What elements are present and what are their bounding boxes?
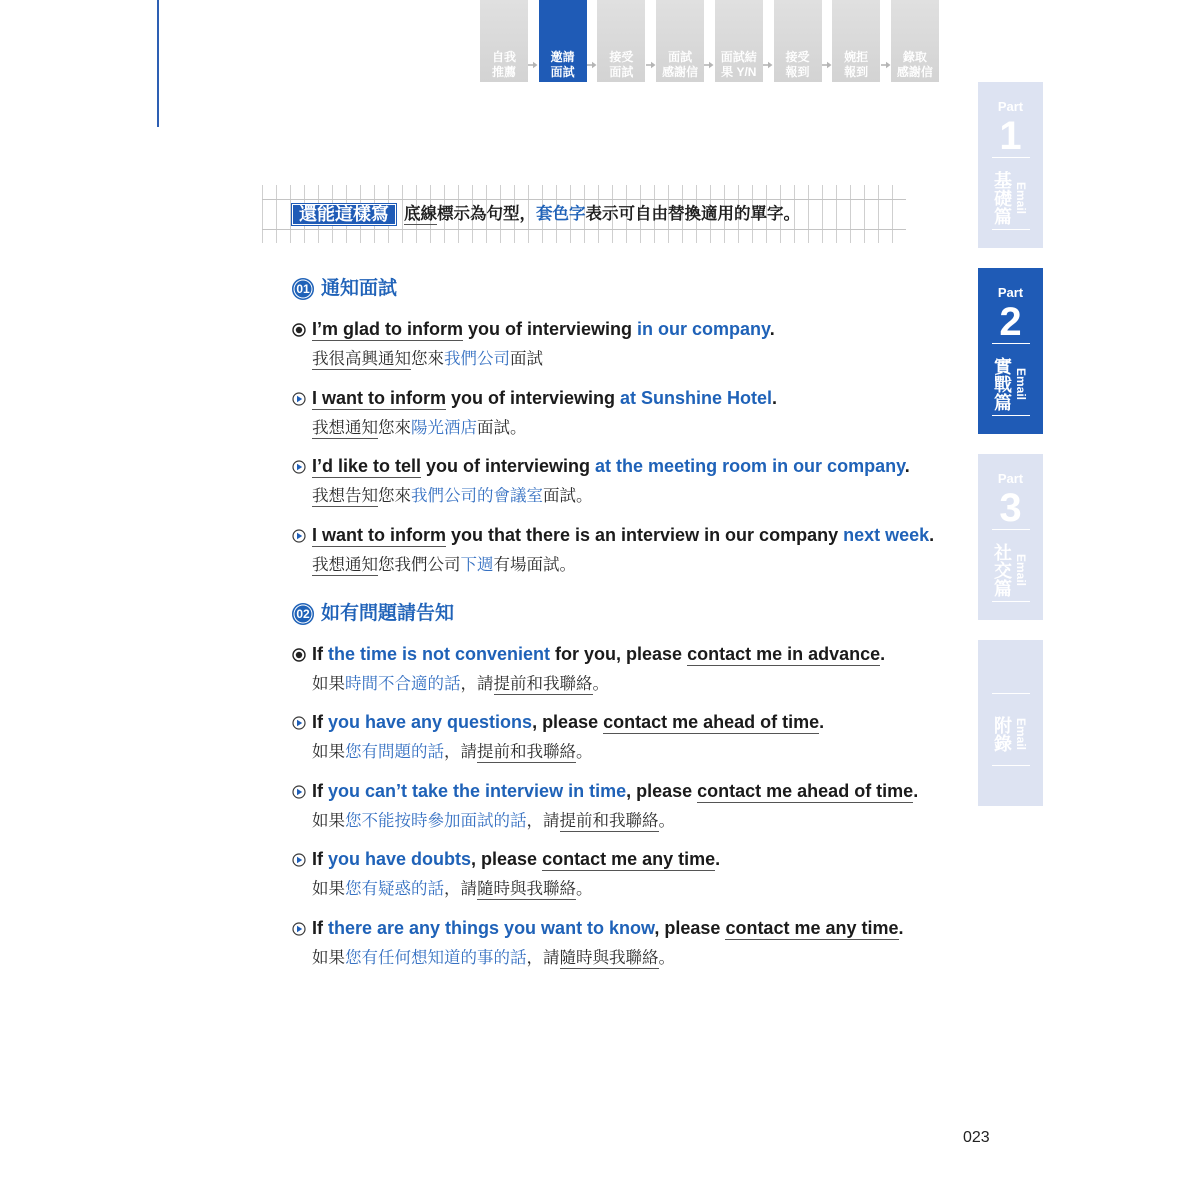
sentence-text: 如果 (312, 948, 345, 967)
part-label: Part (997, 99, 1024, 114)
sentence-text: . (913, 780, 919, 801)
english-sentence (292, 913, 972, 943)
play-circle-icon (292, 716, 306, 730)
arrow-right-icon (587, 61, 598, 69)
sentence-pattern: 我想告知 (312, 487, 378, 505)
sentence-pattern: I’d like to tell (312, 456, 422, 476)
part-title: 附錄 (992, 716, 1012, 752)
sentence-text: you of interviewing (421, 456, 596, 476)
sentence-text: , please (626, 780, 698, 801)
sentence-pattern: 我想通知 (312, 555, 378, 574)
chinese-translation (292, 874, 972, 904)
section (292, 274, 972, 580)
sentence-text: . (715, 849, 721, 869)
arrow-right-icon (528, 61, 539, 69)
english-sentence (292, 707, 972, 737)
step-tab-label: 錄取 (902, 50, 927, 64)
part-title: 實戰篇 (992, 357, 1012, 411)
sentence-text: . (904, 456, 910, 476)
sentence-pattern: I’m glad to inform (312, 319, 463, 339)
sentence-text: 。 (658, 811, 675, 830)
sentence-text: . (898, 917, 904, 938)
sentence-text: . (819, 712, 825, 732)
sentence-text: ，請 (526, 811, 560, 830)
sentence-text: 有場面試。 (493, 555, 576, 574)
sentence-text: . (772, 387, 778, 408)
sentence-text: . (880, 643, 886, 664)
phrase-content (292, 274, 972, 992)
step-tab-label: 感謝信 (896, 65, 933, 79)
sentence-pattern: contact me ahead of time (603, 712, 820, 732)
replaceable-words: 我們公司 (444, 350, 510, 368)
list-item (292, 639, 972, 699)
play-circle-icon (292, 785, 306, 799)
list-item (292, 913, 972, 973)
sentence-text: ，請 (444, 880, 477, 898)
step-tab (774, 0, 822, 82)
sentence-text: you that there is an interview in our company (446, 524, 844, 545)
replaceable-words: 時間不合適的話 (345, 674, 461, 693)
english-sentence (292, 844, 972, 874)
arrow-right-icon (763, 61, 774, 69)
sentence-pattern: 提前和我聯絡 (559, 811, 659, 830)
step-tab-label: 邀請 (550, 50, 575, 64)
sentence-text: If (312, 780, 328, 801)
sentence-text: 面試。 (477, 418, 527, 437)
part-subtitle: Email (1014, 553, 1028, 586)
radio-dot-icon (292, 648, 306, 662)
chinese-translation (292, 550, 972, 580)
sentence-text: 您來 (411, 350, 444, 368)
grid-line (262, 199, 906, 200)
replaceable-words: there are any things you want to know (328, 917, 655, 938)
section-number-badge: 01 (292, 278, 314, 300)
replaceable-words: the time is not convenient (328, 643, 551, 664)
radio-dot-icon (292, 323, 306, 337)
replaceable-words: at the meeting room in our company (595, 456, 905, 476)
margin-rule-line (157, 0, 159, 127)
step-tab (480, 0, 528, 82)
arrow-right-icon (645, 61, 656, 69)
sentence-text: 您我們公司 (378, 555, 461, 574)
replaceable-words: 您有問題的話 (345, 743, 444, 761)
replaceable-words: 下週 (460, 555, 494, 574)
section-heading (292, 274, 972, 304)
sentence-pattern: I want to inform (312, 524, 446, 545)
sentence-pattern: contact me ahead of time (697, 780, 914, 801)
sentence-text: ，請 (444, 743, 477, 761)
step-tab (539, 0, 587, 82)
sentence-text: 如果 (312, 743, 345, 761)
sentence-pattern: 底線 (404, 205, 437, 223)
replaceable-words: 您有疑惑的話 (345, 880, 444, 898)
replaceable-words: you have any questions (328, 712, 533, 732)
play-circle-icon (292, 529, 306, 543)
part-tab (978, 454, 1043, 620)
sentence-text: If (312, 712, 328, 732)
section-number-badge: 02 (292, 603, 314, 625)
play-circle-icon (292, 460, 306, 474)
step-tab-label: 推薦 (491, 65, 516, 79)
part-title-block (992, 693, 1030, 766)
replaceable-words: 陽光酒店 (411, 418, 477, 437)
play-circle-icon (292, 392, 306, 406)
list-item (292, 383, 972, 443)
step-tab-label: 面試結 (720, 50, 757, 64)
sentence-pattern: contact me any time (725, 917, 899, 938)
replaceable-words: 您有任何想知道的事的話 (345, 948, 527, 967)
step-tab-label: 感謝信 (662, 65, 699, 79)
sentence-text: If (312, 643, 328, 664)
part-tab (978, 268, 1043, 434)
replaceable-words: 套色字 (536, 205, 586, 223)
step-tab (832, 0, 880, 82)
sentence-pattern: 我想通知 (312, 418, 378, 437)
sentence-text: 表示可自由替換適用的單字。 (585, 205, 800, 223)
step-tab-label: 接受 (609, 50, 634, 64)
sentence-text: 。 (576, 880, 593, 898)
sentence-text: , please (654, 917, 726, 938)
step-tab (891, 0, 939, 82)
list-item (292, 314, 972, 374)
chinese-translation (292, 737, 972, 767)
list-item (292, 776, 972, 836)
sentence-text: 。 (592, 674, 609, 693)
step-tab (656, 0, 704, 82)
step-tab-label: 面試 (550, 65, 575, 79)
sentence-text: 您來 (378, 487, 411, 505)
chinese-translation (292, 344, 972, 374)
step-tab-label: 接受 (785, 50, 810, 64)
step-tab-label: 自我 (491, 50, 516, 64)
replaceable-words: 您不能按時參加面試的話 (345, 811, 527, 830)
replaceable-words: next week (843, 524, 930, 545)
sentence-text: 。 (576, 743, 593, 761)
tip-grid-box (262, 185, 906, 243)
step-tab-label: 報到 (785, 65, 810, 79)
sentence-pattern: 我很高興通知 (312, 350, 411, 368)
list-item (292, 520, 972, 580)
english-sentence (292, 451, 972, 481)
sentence-text: you of interviewing (463, 319, 638, 339)
page-number: 023 (963, 1129, 990, 1146)
sentence-pattern: 提前和我聯絡 (493, 674, 593, 693)
part-title-block (992, 343, 1030, 416)
section-title: 通知面試 (321, 278, 398, 299)
english-sentence (292, 639, 972, 669)
sentence-text: ，請 (526, 948, 560, 967)
part-subtitle: Email (1014, 367, 1028, 400)
replaceable-words: you can’t take the interview in time (328, 780, 627, 801)
section-heading (292, 599, 972, 629)
sentence-text: 如果 (312, 811, 345, 830)
step-tab (597, 0, 645, 82)
play-circle-icon (292, 853, 306, 867)
sentence-text: , please (471, 849, 543, 869)
sentence-pattern: 隨時與我聯絡 (477, 880, 576, 898)
step-tab-label: 果 Y/N (721, 65, 757, 79)
replaceable-words: in our company (637, 319, 770, 339)
chinese-translation (292, 943, 972, 973)
replaceable-words: 我們公司的會議室 (411, 487, 543, 505)
part-label: Part (997, 285, 1024, 300)
sentence-pattern: I want to inform (312, 387, 446, 408)
tip-badge: 還能這樣寫 (291, 203, 397, 226)
arrow-right-icon (704, 61, 715, 69)
part-number: 1 (999, 114, 1022, 158)
sentence-pattern: 提前和我聯絡 (477, 743, 576, 761)
sentence-text: you of interviewing (446, 387, 621, 408)
list-item (292, 707, 972, 767)
english-sentence (292, 383, 972, 413)
arrow-right-icon (880, 61, 891, 69)
section (292, 599, 972, 973)
step-tab-label: 面試 (609, 65, 634, 79)
part-tab (978, 82, 1043, 248)
sentence-text: . (929, 524, 935, 545)
arrow-right-icon (822, 61, 833, 69)
play-circle-icon (292, 922, 306, 936)
chinese-translation (292, 413, 972, 443)
list-item (292, 844, 972, 904)
sentence-text: for you, please (550, 643, 688, 664)
tip-text (404, 203, 800, 226)
part-label: Part (997, 471, 1024, 486)
sentence-text: , please (532, 712, 604, 732)
list-item (292, 451, 972, 511)
replaceable-words: at Sunshine Hotel (620, 387, 773, 408)
step-tab-label: 面試 (668, 50, 693, 64)
step-tab (715, 0, 763, 82)
part-title-block (992, 529, 1030, 602)
process-step-tabs (480, 0, 940, 82)
sentence-text: If (312, 849, 328, 869)
english-sentence (292, 520, 972, 550)
part-number: 3 (999, 486, 1022, 530)
part-title: 社交篇 (992, 543, 1012, 597)
part-number: 2 (999, 300, 1022, 344)
chinese-translation (292, 806, 972, 836)
part-tab (978, 640, 1043, 806)
step-tab-label: 報到 (844, 65, 869, 79)
sentence-text: 面試。 (543, 487, 593, 505)
english-sentence (292, 314, 972, 344)
sentence-text: 標示為句型， (437, 205, 536, 223)
sentence-text: 。 (658, 948, 675, 967)
sentence-text: 面試 (510, 350, 543, 368)
step-tab-label: 婉拒 (844, 50, 869, 64)
sentence-pattern: 隨時與我聯絡 (559, 948, 659, 967)
grid-line (262, 229, 906, 230)
section-title: 如有問題請告知 (321, 602, 455, 624)
sentence-text: ，請 (460, 674, 494, 693)
part-title: 基礎篇 (992, 171, 1012, 225)
english-sentence (292, 776, 972, 806)
part-title-block (992, 157, 1030, 230)
sentence-text: If (312, 917, 328, 938)
chinese-translation (292, 669, 972, 699)
sentence-pattern: contact me any time (542, 849, 716, 869)
sentence-text: 您來 (378, 418, 411, 437)
sentence-text: 如果 (312, 880, 345, 898)
sentence-text: . (769, 319, 775, 339)
replaceable-words: you have doubts (328, 849, 472, 869)
chinese-translation (292, 481, 972, 511)
part-subtitle: Email (1014, 181, 1028, 214)
sentence-text: 如果 (312, 674, 345, 693)
sentence-pattern: contact me in advance (687, 643, 881, 664)
part-subtitle: Email (1014, 717, 1028, 750)
